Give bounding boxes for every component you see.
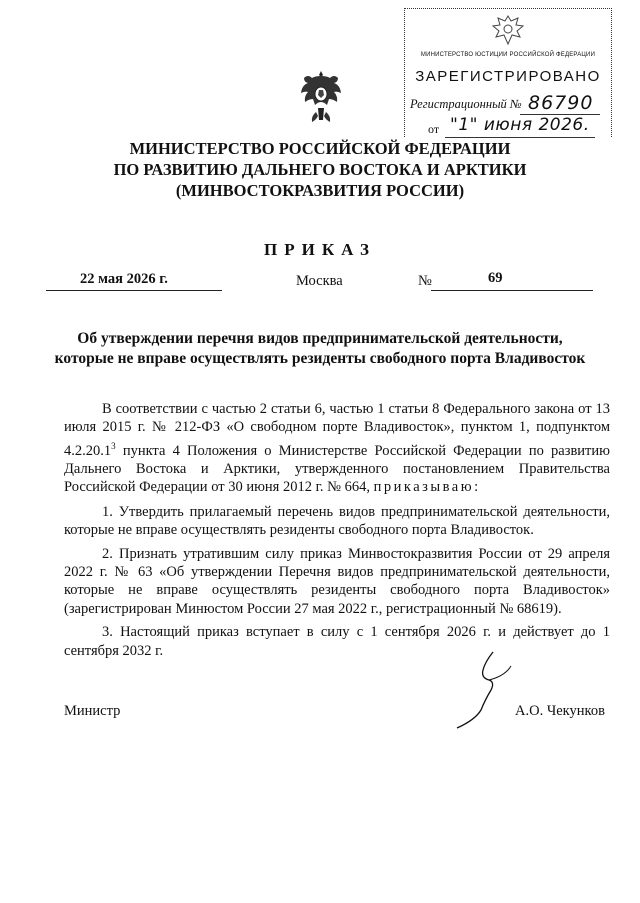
stamp-date-prefix: от	[428, 122, 440, 136]
coat-of-arms-icon	[298, 68, 344, 128]
ministry-header-line: ПО РАЗВИТИЮ ДАЛЬНЕГО ВОСТОКА И АРКТИКИ	[113, 160, 527, 179]
stamp-registered-text: ЗАРЕГИСТРИРОВАНО	[415, 68, 601, 85]
order-directive: приказываю:	[373, 479, 481, 496]
registration-stamp	[400, 2, 615, 137]
order-item-2: 2. Признать утратившим силу приказ Минвостокразвития России от 29 апреля 2022 г. № 63 «Об утверждении Перечня видов предпринимательской деятельности, которые не вправе осуществлять резиденты свободного порта Владивосток» (зарегистрирован Минюстом России 27 мая 2022 г., регистрационный № 68619).	[64, 545, 610, 617]
order-date-underline	[46, 290, 222, 291]
stamp-reg-number: 86790	[528, 92, 594, 114]
preamble-text-b: пункта 4 Положения о Министерстве Российской Федерации по развитию Дальнего Востока и Арктики, утвержденного постановлением Правительства Российской Федерации от 30 июня 2012 г. № 664,	[64, 442, 610, 496]
order-title-line: которые не вправе осуществлять резиденты свободного порта Владивосток	[54, 350, 586, 367]
preamble-text-a: В соответствии с частью 2 статьи 6, частью 1 статьи 8 Федерального закона от 13 июля 2015 г. № 212-ФЗ «О свободном порте Владивосток», пунктом 1, подпунктом 4.2.20.1	[64, 401, 610, 459]
ministry-header-line: МИНИСТЕРСТВО РОССИЙСКОЙ ФЕДЕРАЦИИ	[129, 139, 511, 158]
stamp-reg-number-label: Регистрационный №	[410, 97, 522, 111]
signer-position: Министр	[64, 703, 121, 719]
stamp-date: "1" июня 2026.	[450, 115, 590, 135]
order-item-1: 1. Утвердить прилагаемый перечень видов предпринимательской деятельности, которые не вправе осуществлять резиденты свободного порта Владивосток.	[64, 503, 610, 539]
document-type-heading: ПРИКАЗ	[264, 240, 376, 259]
order-title-line: Об утверждении перечня видов предпринимательской деятельности,	[77, 330, 563, 347]
preamble-paragraph	[64, 400, 610, 497]
preamble-superscript: 3	[111, 440, 116, 451]
order-number-sign: №	[418, 273, 432, 289]
signer-name: А.О. Чекунков	[515, 703, 605, 719]
ministry-header-line: (МИНВОСТОКРАЗВИТИЯ РОССИИ)	[175, 181, 465, 200]
order-item-3: 3. Настоящий приказ вступает в силу с 1 сентября 2026 г. и действует до 1 сентября 2032 г.	[64, 624, 610, 659]
stamp-ministry-text: МИНИСТЕРСТВО ЮСТИЦИИ РОССИЙСКОЙ ФЕДЕРАЦИИ	[420, 52, 596, 58]
order-number-underline	[431, 290, 593, 291]
order-title	[0, 329, 640, 369]
order-body	[64, 400, 610, 660]
ministry-header	[0, 138, 640, 201]
order-number: 69	[488, 270, 503, 286]
order-city: Москва	[296, 273, 343, 289]
order-date: 22 мая 2026 г.	[80, 271, 168, 287]
stamp-emblem-icon	[488, 12, 528, 48]
